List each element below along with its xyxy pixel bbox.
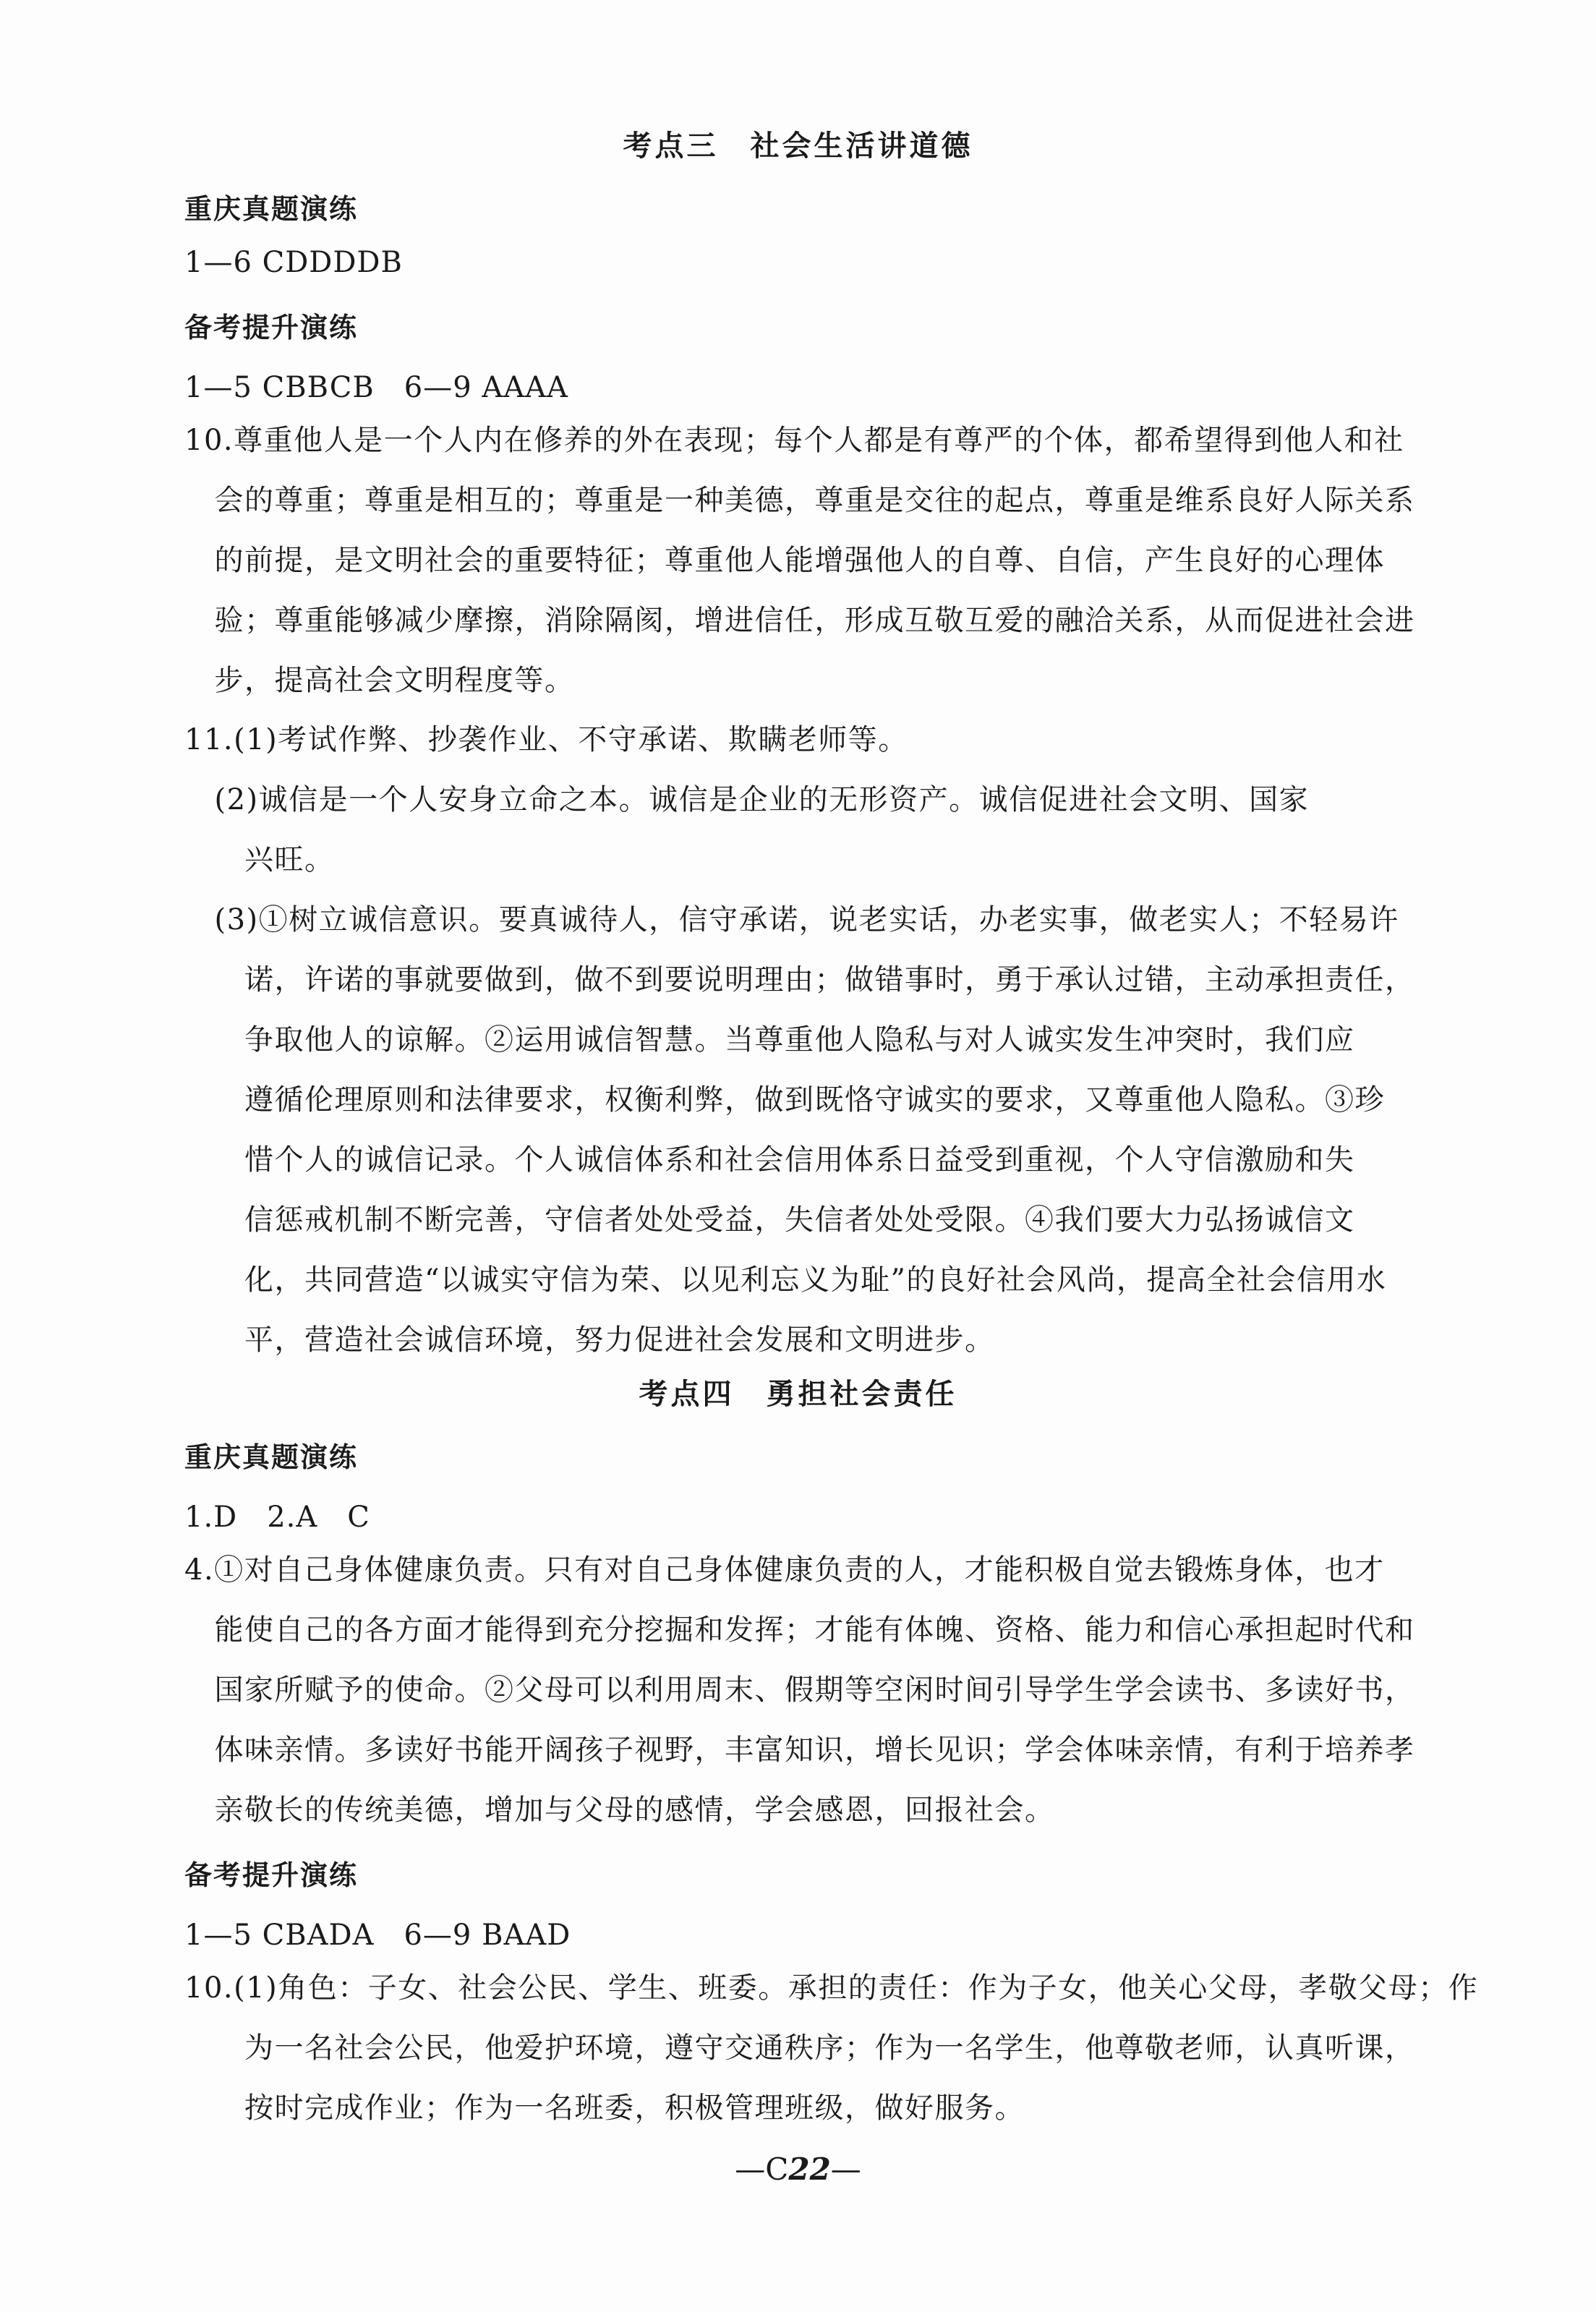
answer-line: 1.D 2.A C — [184, 1501, 370, 1534]
page-number — [0, 2151, 1596, 2187]
subheading-practice: 备考提升演练 — [184, 1859, 359, 1891]
question-4-answer — [184, 1540, 1511, 1840]
page-number-suffix: — — [830, 2151, 861, 2187]
page-number-value: 22 — [788, 2151, 831, 2187]
section-title-4: 考点四 勇担社会责任 — [639, 1378, 957, 1411]
text-line: 按时完成作业；作为一名班委，积极管理班级，做好服务。 — [184, 2091, 1025, 2125]
question-11-answer — [184, 710, 1511, 1370]
text-line: 平，营造社会诚信环境，努力促进社会发展和文明进步。 — [184, 1323, 995, 1357]
text-line: 兴旺。 — [184, 843, 335, 876]
text-line: 能使自己的各方面才能得到充分挖掘和发挥；才能有体魄、资格、能力和信心承担起时代和 — [184, 1613, 1415, 1647]
text-line: 10.尊重他人是一个人内在修养的外在表现；每个人都是有尊严的个体，都希望得到他人和社 — [184, 424, 1404, 457]
answer-line: 1—5 CBADA 6—9 BAAD — [184, 1919, 571, 1952]
text-line: 国家所赋予的使命。②父母可以利用周末、假期等空闲时间引导学生学会读书、多读好书， — [184, 1673, 1415, 1707]
text-line: 争取他人的谅解。②运用诚信智慧。当尊重他人隐私与对人诚实发生冲突时，我们应 — [184, 1023, 1355, 1057]
subheading-real-exam: 重庆真题演练 — [184, 1441, 359, 1473]
question-10-answer — [184, 1958, 1511, 2138]
text-line: (2)诚信是一个人安身立命之本。诚信是企业的无形资产。诚信促进社会文明、国家 — [184, 783, 1310, 816]
text-line: 为一名社会公民，他爱护环境，遵守交通秩序；作为一名学生，他尊敬老师，认真听课， — [184, 2031, 1415, 2065]
text-line: 体味亲情。多读好书能开阔孩子视野，丰富知识，增长见识；学会体味亲情，有利于培养孝 — [184, 1733, 1415, 1767]
page-number-prefix: —C — [735, 2151, 789, 2187]
text-line: 验；尊重能够减少摩擦，消除隔阂，增进信任，形成互敬互爱的融洽关系，从而促进社会进 — [184, 604, 1415, 637]
text-line: 诺，许诺的事就要做到，做不到要说明理由；做错事时，勇于承认过错，主动承担责任， — [184, 963, 1415, 997]
text-line: 4.①对自己身体健康负责。只有对自己身体健康负责的人，才能积极自觉去锻炼身体，也才 — [184, 1553, 1385, 1587]
text-line: 步，提高社会文明程度等。 — [184, 664, 575, 697]
text-line: 化，共同营造“以诚实守信为荣、以见利忘义为耻”的良好社会风尚，提高全社会信用水 — [184, 1263, 1387, 1297]
text-line: 10.(1)角色：子女、社会公民、学生、班委。承担的责任：作为子女，他关心父母，孝敬父母；作 — [184, 1971, 1479, 2005]
answer-line: 1—5 CBBCB 6—9 AAAA — [184, 371, 568, 404]
text-line: 遵循伦理原则和法律要求，权衡利弊，做到既恪守诚实的要求，又尊重他人隐私。③珍 — [184, 1083, 1385, 1117]
text-line: 信惩戒机制不断完善，守信者处处受益，失信者处处受限。④我们要大力弘扬诚信文 — [184, 1203, 1355, 1237]
text-line: 11.(1)考试作弊、抄袭作业、不守承诺、欺瞒老师等。 — [184, 723, 908, 756]
text-line: 会的尊重；尊重是相互的；尊重是一种美德，尊重是交往的起点，尊重是维系良好人际关系 — [184, 484, 1415, 517]
text-line: 惜个人的诚信记录。个人诚信体系和社会信用体系日益受到重视，个人守信激励和失 — [184, 1143, 1355, 1177]
question-10-answer — [184, 411, 1511, 711]
subheading-practice: 备考提升演练 — [184, 312, 359, 344]
section-title-3: 考点三 社会生活讲道德 — [623, 129, 973, 163]
subheading-real-exam: 重庆真题演练 — [184, 193, 359, 225]
text-line: 的前提，是文明社会的重要特征；尊重他人能增强他人的自尊、自信，产生良好的心理体 — [184, 544, 1385, 577]
text-line: (3)①树立诚信意识。要真诚待人，信守承诺，说老实话，办老实事，做老实人；不轻易许 — [184, 903, 1399, 937]
text-line: 亲敬长的传统美德，增加与父母的感情，学会感恩，回报社会。 — [184, 1793, 1055, 1827]
answer-line: 1—6 CDDDDB — [184, 246, 403, 279]
